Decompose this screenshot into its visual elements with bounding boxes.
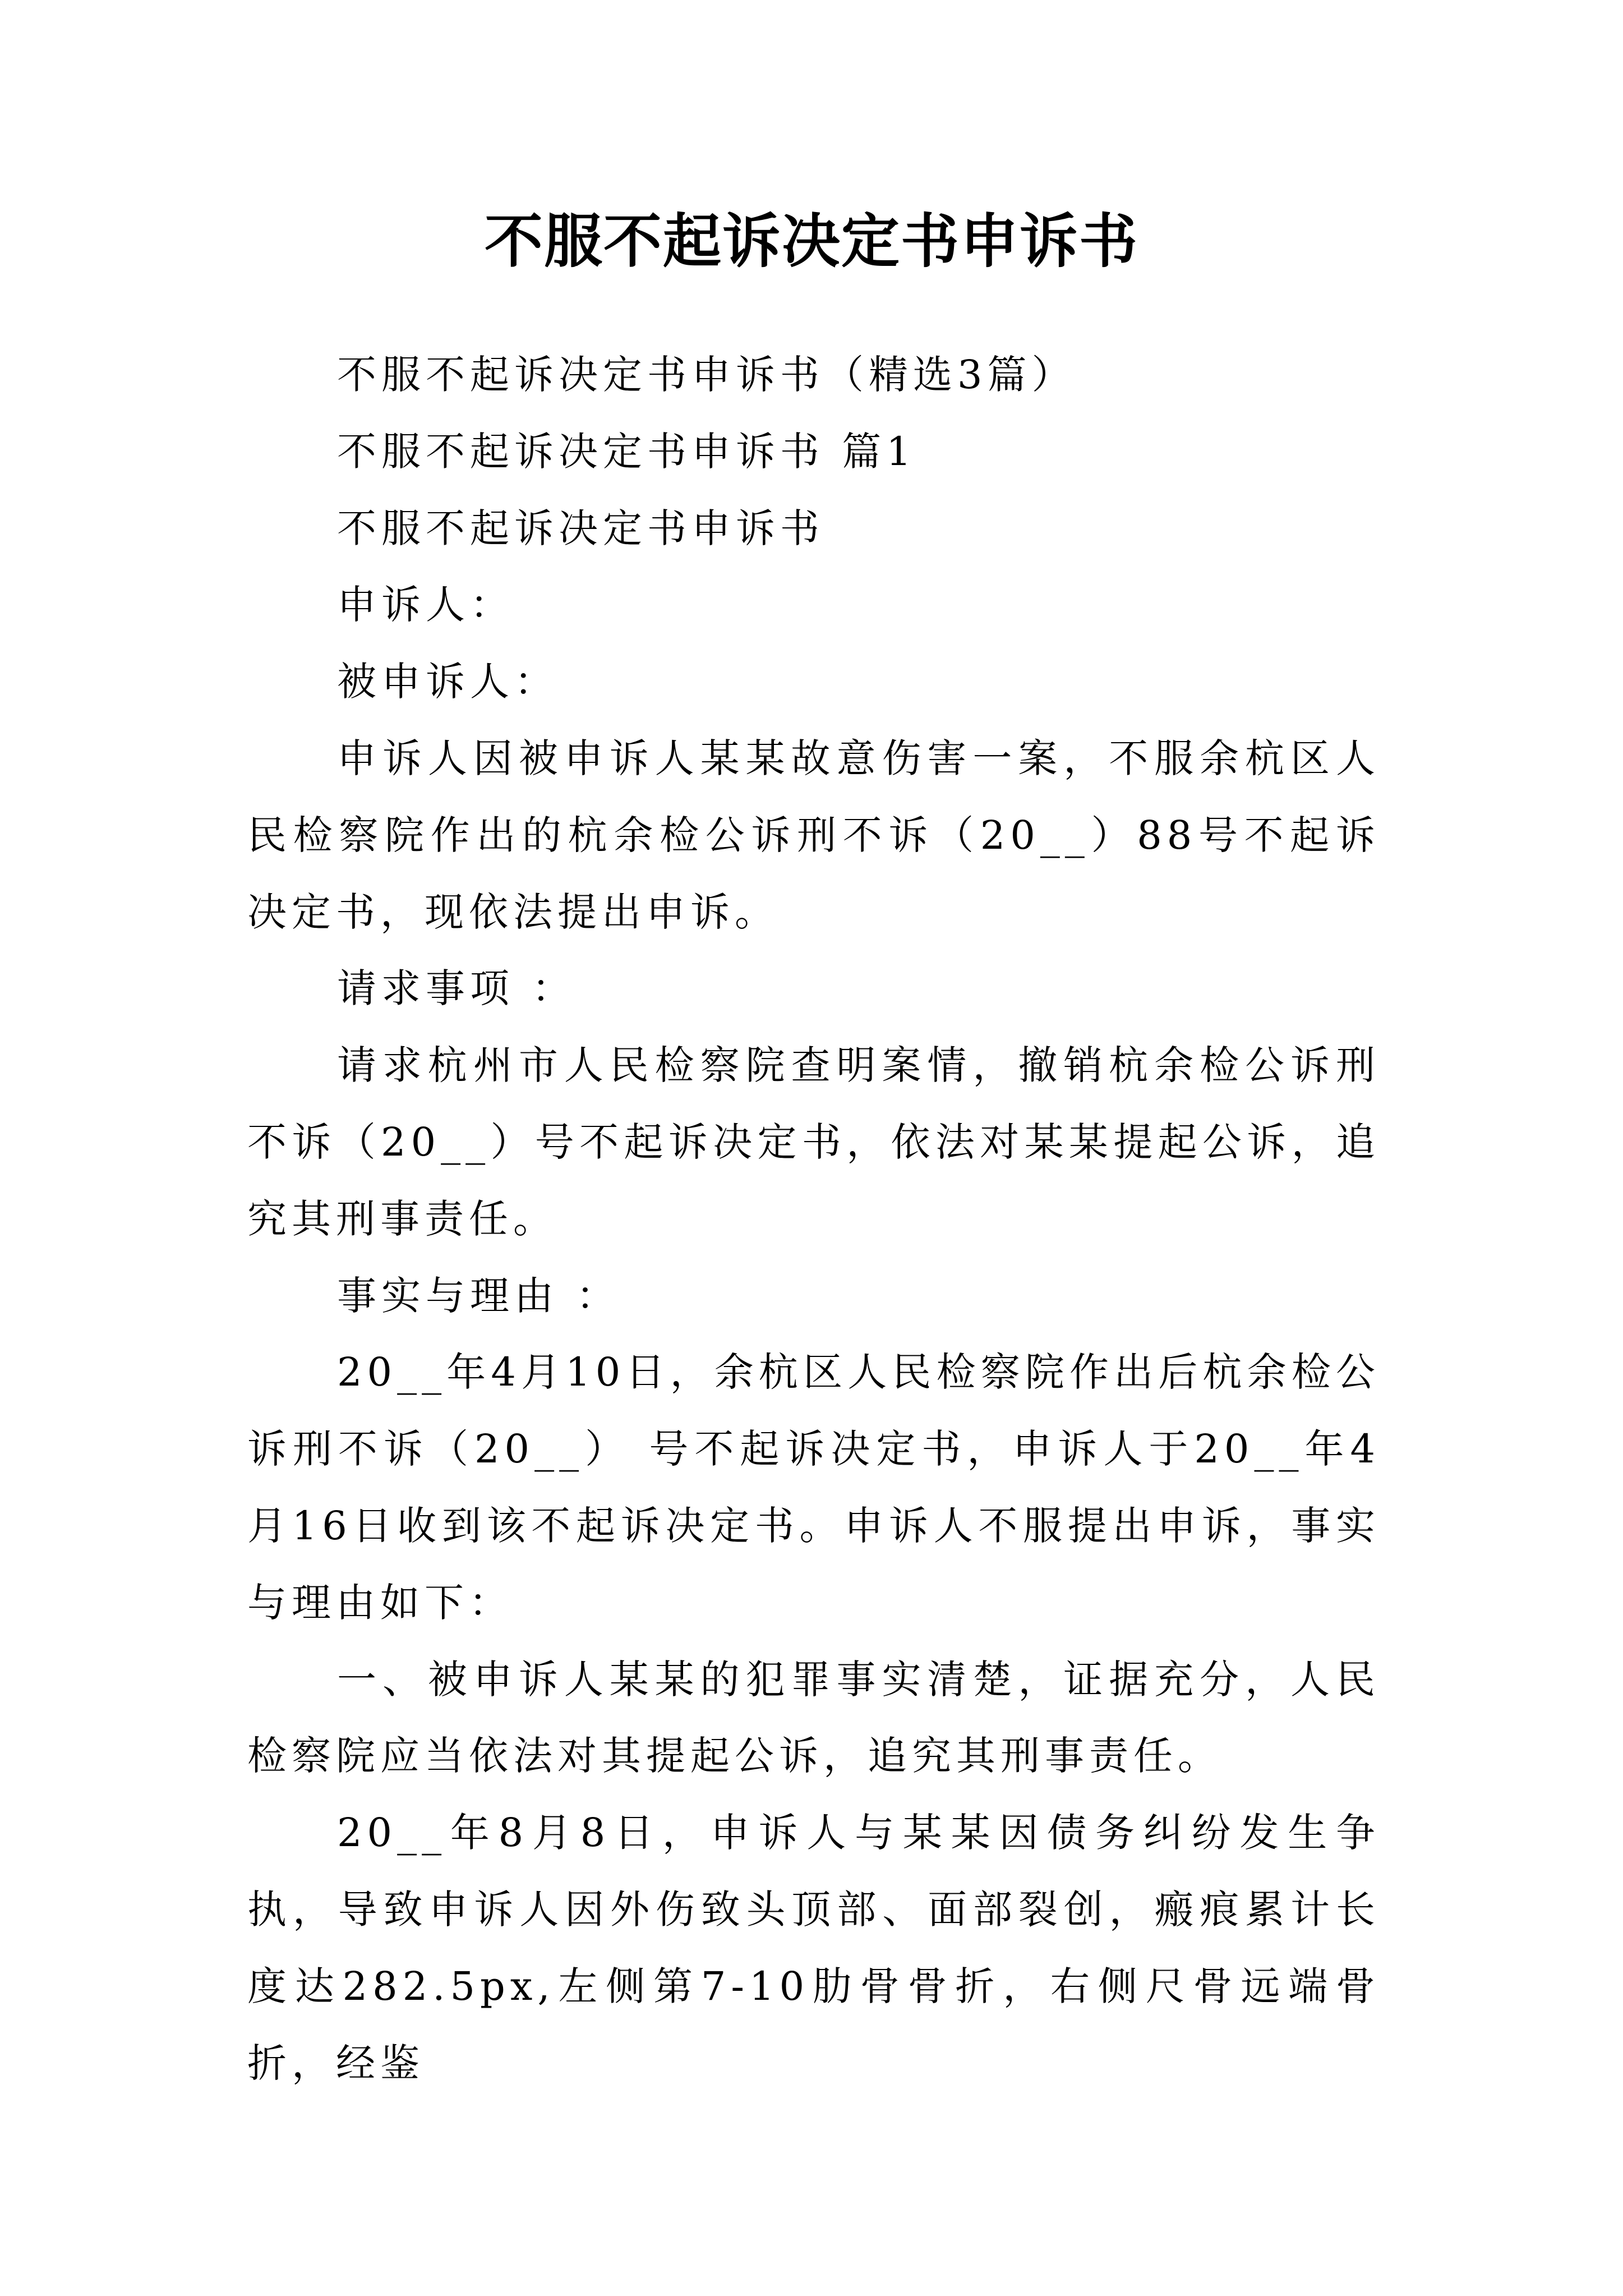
paragraph-respondent: 被申诉人：	[337, 659, 559, 705]
paragraph-doc-name: 不服不起诉决定书申诉书	[337, 505, 824, 551]
paragraph-facts-3: 20__年8月8日，申诉人与某某因债务纠纷发生争执，导致申诉人因外伤致头顶部、面部裂创，瘢痕累计长度达282.5px,左侧第7-10肋骨骨折，右侧尺骨远端骨折，经鉴	[247, 1810, 1380, 2086]
document-body	[247, 337, 1380, 2101]
paragraph-heading-part1: 不服不起诉决定书申诉书 篇1	[337, 428, 916, 475]
paragraph-request-heading: 请求事项 ：	[337, 965, 577, 1012]
paragraph-facts-1: 20__年4月10日，余杭区人民检察院作出后杭余检公诉刑不诉（20__） 号不起诉决定书，申诉人于20__年4月16日收到该不起诉决定书。申诉人不服提出申诉，事实与理由如下：	[247, 1349, 1380, 1626]
paragraph-heading-selection: 不服不起诉决定书申诉书（精选3篇）	[337, 352, 1076, 398]
document-title: 不服不起诉决定书申诉书	[484, 206, 1138, 275]
paragraph-request: 请求杭州市人民检察院查明案情，撤销杭余检公诉刑不诉（20__）号不起诉决定书，依法对某某提起公诉，追究其刑事责任。	[247, 1042, 1380, 1242]
paragraph-appellant: 申诉人：	[337, 582, 514, 628]
paragraph-facts-heading: 事实与理由 ：	[337, 1272, 621, 1319]
paragraph-facts-2: 一、被申诉人某某的犯罪事实清楚，证据充分，人民检察院应当依法对其提起公诉，追究其刑事责任。	[247, 1656, 1380, 1779]
paragraph-intro: 申诉人因被申诉人某某故意伤害一案，不服余杭区人民检察院作出的杭余检公诉刑不诉（20__）88号不起诉决定书，现依法提出申诉。	[247, 735, 1380, 935]
